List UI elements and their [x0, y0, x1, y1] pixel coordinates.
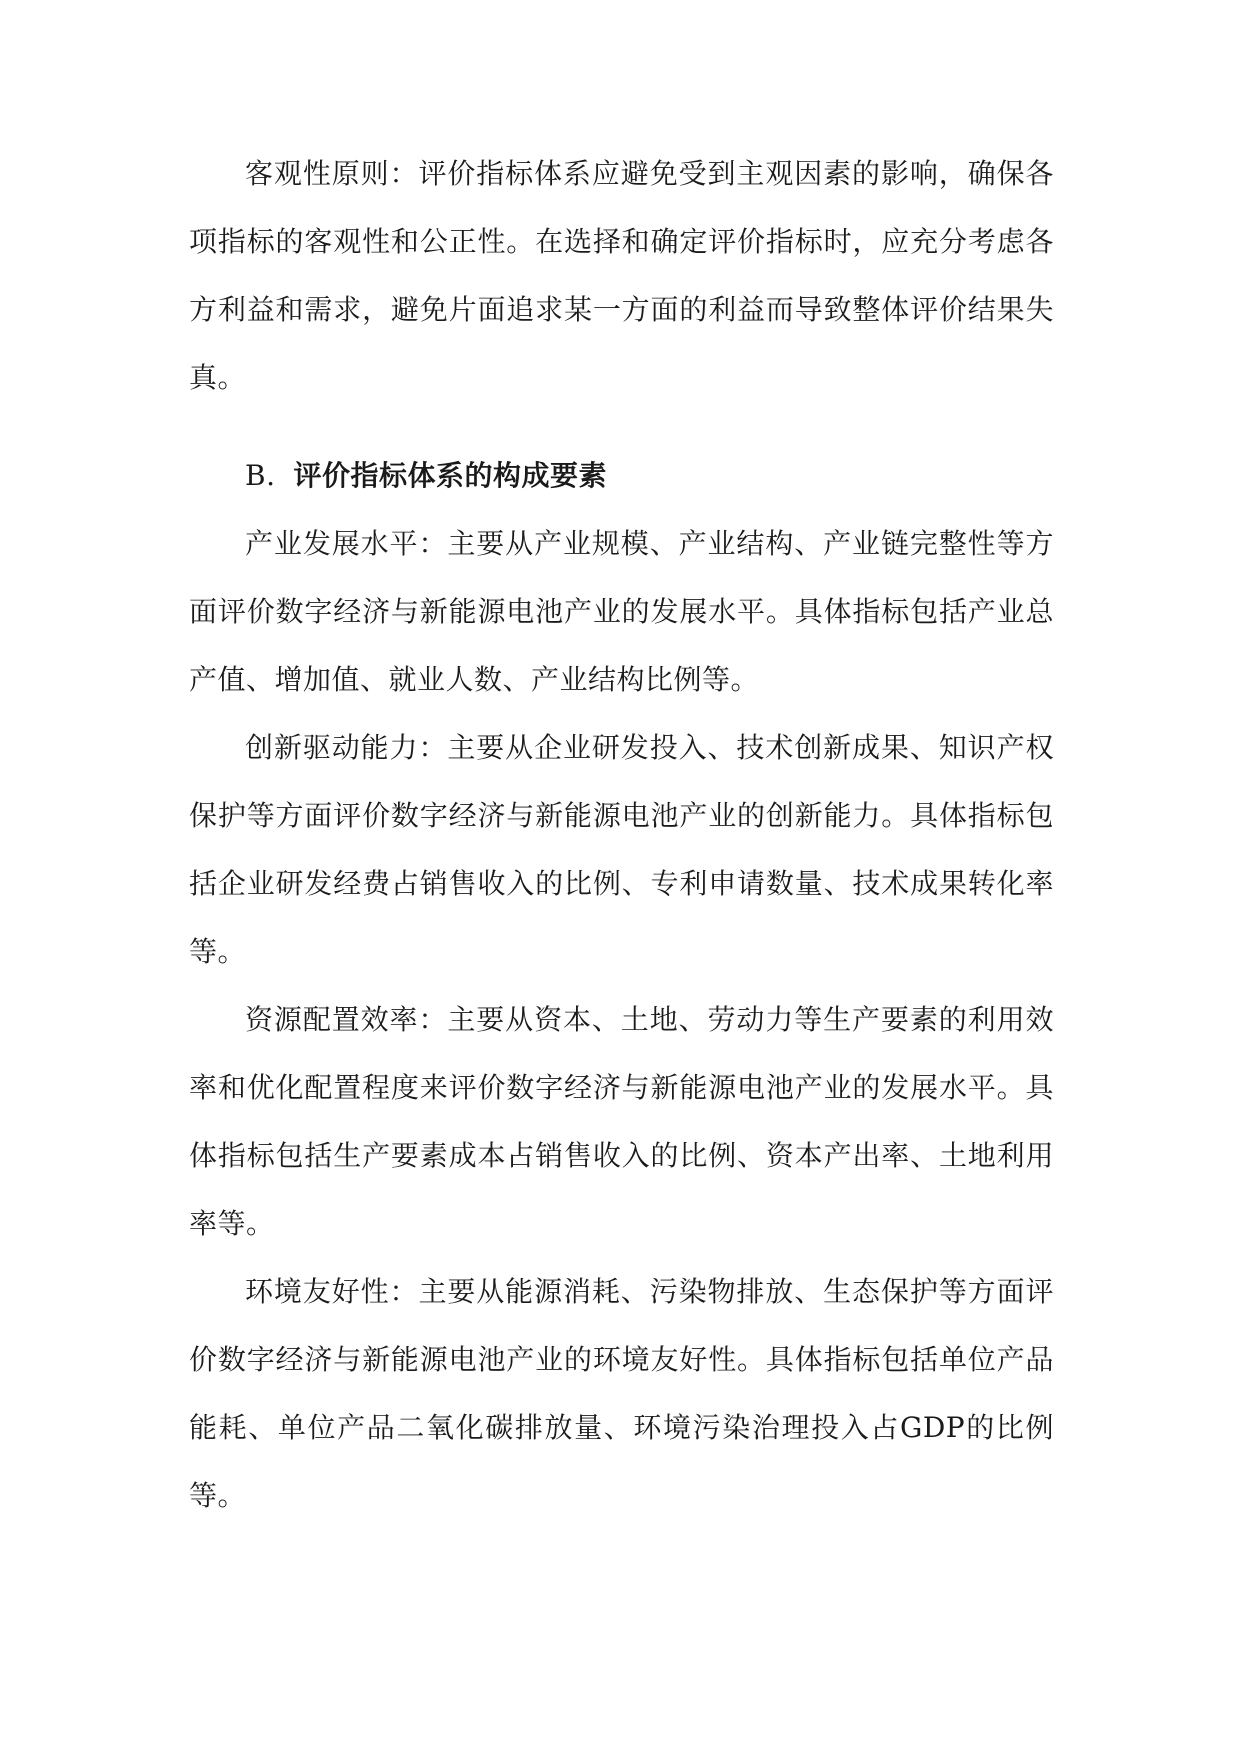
- section-spacer: [189, 412, 1054, 434]
- section-title: 评价指标体系的构成要素: [293, 459, 607, 492]
- paragraph-resource: 资源配置效率：主要从资本、土地、劳动力等生产要素的利用效率和优化配置程度来评价数字经济与新能源电池产业的发展水平。具体指标包括生产要素成本占销售收入的比例、资本产出率、土地利用率等。: [189, 1003, 1054, 1240]
- section-heading: [189, 442, 1054, 510]
- document-body: [189, 140, 1054, 1530]
- paragraph-innovation: 创新驱动能力：主要从企业研发投入、技术创新成果、知识产权保护等方面评价数字经济与新能源电池产业的创新能力。具体指标包括企业研发经费占销售收入的比例、专利申请数量、技术成果转化率等。: [189, 731, 1054, 968]
- paragraph-objectivity: 客观性原则：评价指标体系应避免受到主观因素的影响，确保各项指标的客观性和公正性。在选择和确定评价指标时，应充分考虑各方利益和需求，避免片面追求某一方面的利益而导致整体评价结果失真。: [189, 157, 1054, 394]
- paragraph-industry-level: 产业发展水平：主要从产业规模、产业结构、产业链完整性等方面评价数字经济与新能源电池产业的发展水平。具体指标包括产业总产值、增加值、就业人数、产业结构比例等。: [189, 527, 1054, 696]
- paragraph-environment: 环境友好性：主要从能源消耗、污染物排放、生态保护等方面评价数字经济与新能源电池产业的环境友好性。具体指标包括单位产品能耗、单位产品二氧化碳排放量、环境污染治理投入占GDP的比例等。: [189, 1275, 1054, 1512]
- section-number: B.: [245, 459, 276, 492]
